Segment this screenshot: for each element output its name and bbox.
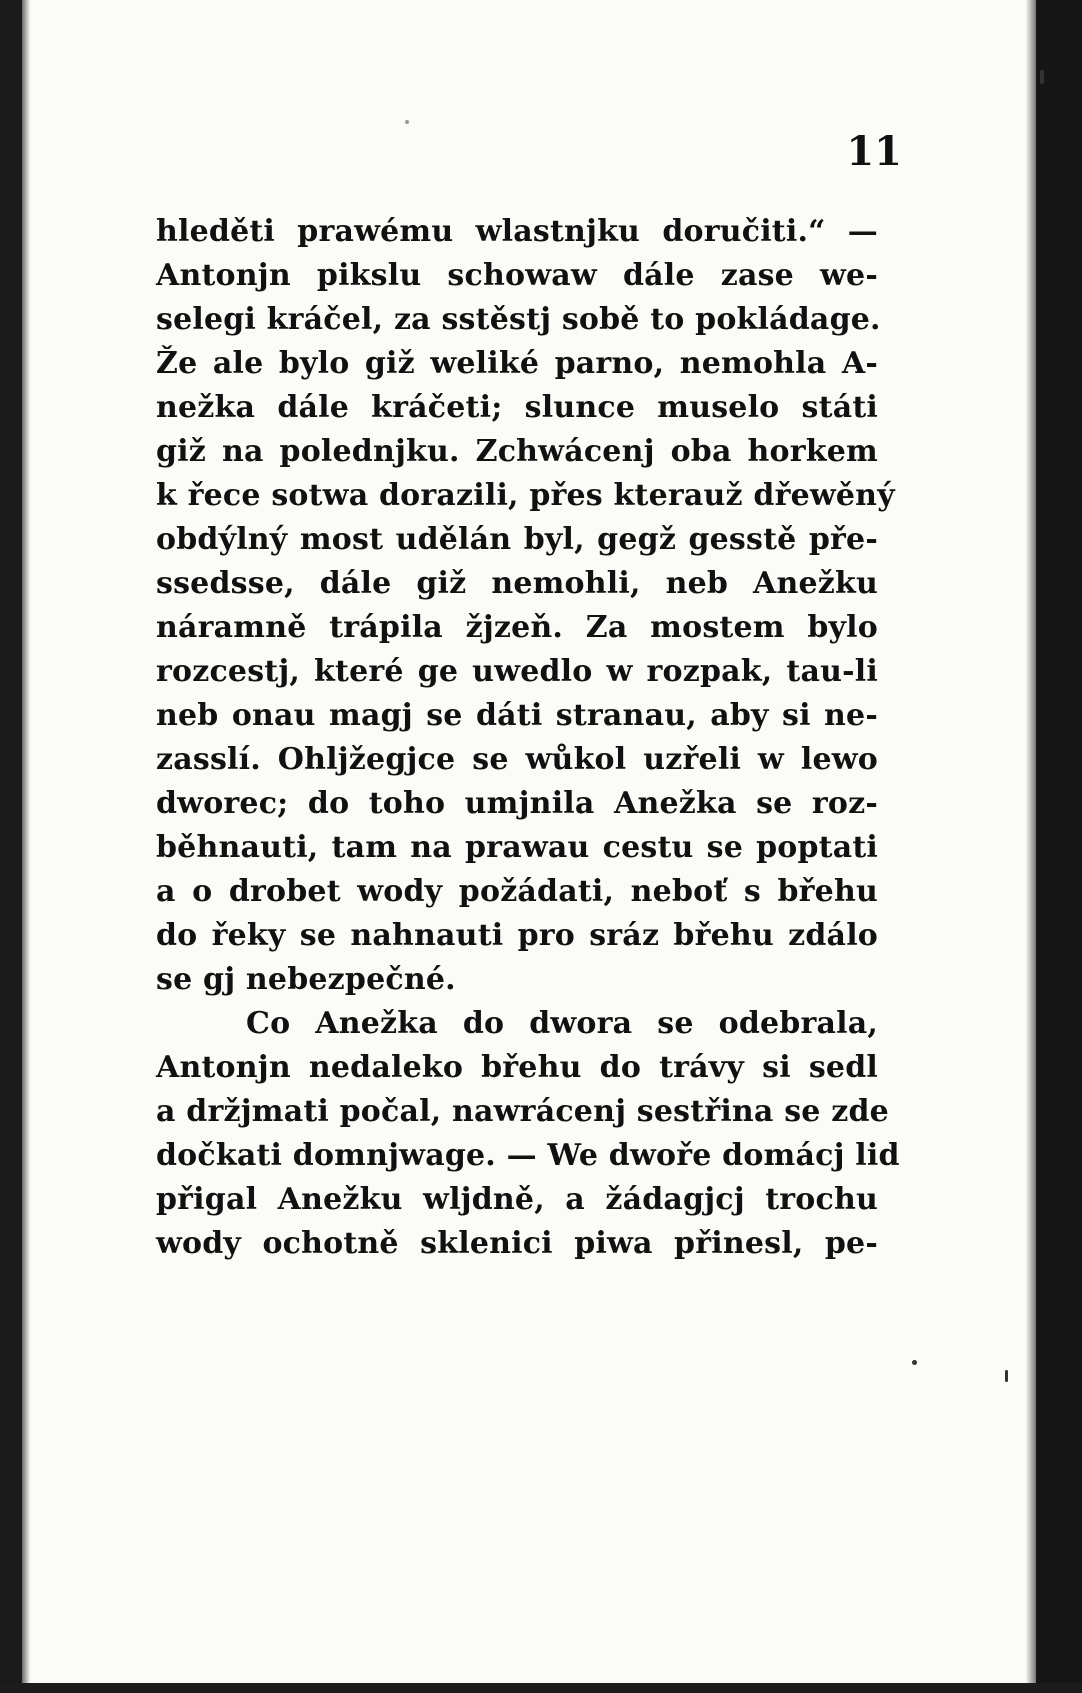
- text-line: Antonjn nedaleko břehu do trávy si sedl: [156, 1050, 878, 1085]
- text-line: nežka dále kráčeti; slunce muselo státi: [156, 390, 878, 425]
- page-shadow-right: [1026, 0, 1036, 1693]
- scan-speck: [405, 120, 409, 124]
- binding-edge-left: [0, 0, 22, 1693]
- text-line: do řeky se nahnauti pro sráz břehu zdálo: [156, 918, 878, 953]
- scan-speck: [912, 1360, 917, 1365]
- paragraph: [156, 1002, 900, 1266]
- text-line: hleděti prawému wlastnjku doručiti.“ —: [156, 214, 878, 249]
- text-line: běhnauti, tam na prawau cestu se poptati: [156, 830, 878, 865]
- text-line: zasslí. Ohljžegjce se wůkol uzřeli w lewo: [156, 742, 878, 777]
- text-line: obdýlný most udělán byl, gegž gesstě pře-: [156, 522, 878, 557]
- text-line: náramně trápila žjzeň. Za mostem bylo: [156, 610, 878, 645]
- binding-shadow-left: [22, 0, 30, 1693]
- text-line: selegi kráčel, za sstěstj sobě to pokládage.: [156, 302, 881, 337]
- paragraph: [156, 210, 895, 1002]
- text-line: giž na polednjku. Zchwácenj oba horkem: [156, 434, 878, 469]
- text-line: a držjmati počal, nawrácenj sestřina se zde: [156, 1094, 889, 1129]
- page-edge-right: [1036, 0, 1082, 1693]
- text-line: neb onau magj se dáti stranau, aby si ne-: [156, 698, 878, 733]
- text-line: Co Anežka do dwora se odebrala,: [246, 1006, 878, 1041]
- text-line: dočkati domnjwage. — We dwoře domácj lid: [156, 1138, 900, 1173]
- text-line: ssedsse, dále giž nemohli, neb Anežku: [156, 566, 878, 601]
- page-number: 11: [846, 128, 902, 175]
- scan-speck: [1005, 1370, 1008, 1382]
- text-line: Antonjn pikslu schowaw dále zase we-: [156, 258, 878, 293]
- page-edge-bottom: [0, 1683, 1082, 1693]
- text-line: dworec; do toho umjnila Anežka se roz-: [156, 786, 878, 821]
- body-text: [156, 210, 900, 1266]
- text-line: Že ale bylo giž weliké parno, nemohla A-: [156, 346, 878, 381]
- text-line: přigal Anežku wljdně, a žádagjcj trochu: [156, 1182, 878, 1217]
- text-line: rozcestj, které ge uwedlo w rozpak, tau-li: [156, 654, 878, 689]
- text-line: k řece sotwa dorazili, přes kterauž dřewěný: [156, 478, 895, 513]
- text-line: a o drobet wody požádati, neboť s břehu: [156, 874, 878, 909]
- scan-speck: [1040, 70, 1044, 84]
- text-line: wody ochotně sklenici piwa přinesl, pe-: [156, 1226, 878, 1261]
- text-line: se gj nebezpečné.: [156, 962, 456, 997]
